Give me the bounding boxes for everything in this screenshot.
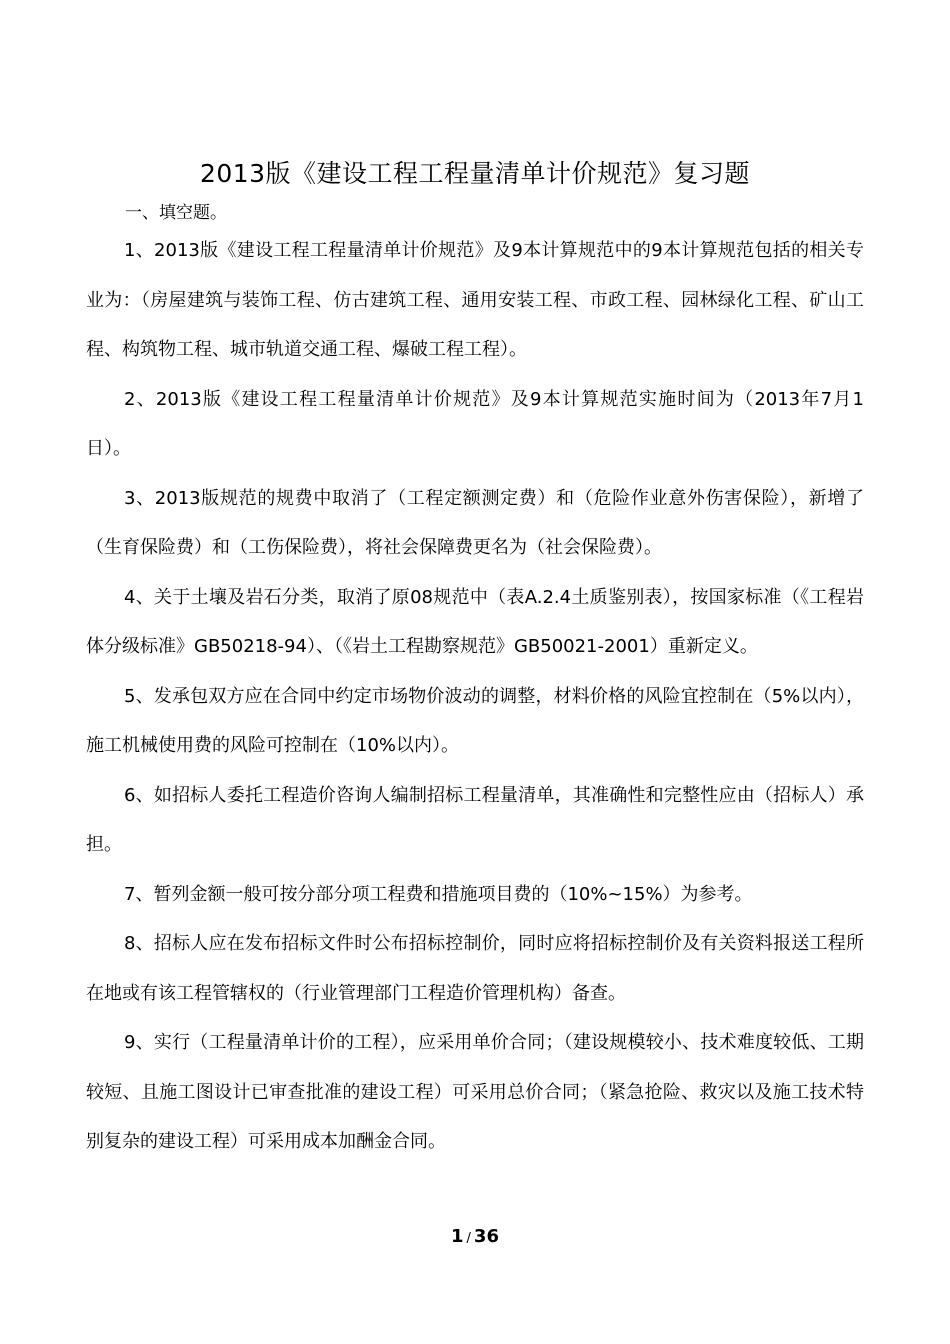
question-paragraph-2: 2、2013版《建设工程工程量清单计价规范》及9本计算规范实施时间为（2013年7月1日）。 xyxy=(86,388,864,459)
question-paragraph-1: 1、2013版《建设工程工程量清单计价规范》及9本计算规范中的9本计算规范包括的相关专业为：（房屋建筑与装饰工程、仿古建筑工程、通用安装工程、市政工程、园林绿化工程、矿山工程、构筑物工程、城市轨道交通工程、爆破工程工程）。 xyxy=(86,240,864,360)
document-body xyxy=(86,226,864,1167)
question-paragraph-4: 4、关于土壤及岩石分类，取消了原08规范中（表A.2.4土质鉴别表），按国家标准（《工程岩体分级标准》GB50218-94）、（《岩土工程勘察规范》GB50021-2001）重新定义。 xyxy=(86,586,864,657)
question-paragraph-7: 7、暂列金额一般可按分部分项工程费和措施项目费的（10%~15%）为参考。 xyxy=(124,883,753,905)
page-number xyxy=(0,1224,950,1252)
question-paragraph-8: 8、招标人应在发布招标文件时公布招标控制价，同时应将招标控制价及有关资料报送工程所在地或有该工程管辖权的（行业管理部门工程造价管理机构）备查。 xyxy=(86,933,864,1004)
page-separator: / xyxy=(466,1231,471,1246)
question-paragraph-5: 5、发承包双方应在合同中约定市场物价波动的调整，材料价格的风险宜控制在（5%以内），施工机械使用费的风险可控制在（10%以内）。 xyxy=(86,685,864,756)
question-paragraph-9: 9、实行（工程量清单计价的工程），应采用单价合同；（建设规模较小、技术难度较低、工期较短、且施工图设计已审查批准的建设工程）可采用总价合同；（紧急抢险、救灾以及施工技术特别复杂的建设工程）可采用成本加酬金合同。 xyxy=(86,1032,864,1152)
document-title: 2013版《建设工程工程量清单计价规范》复习题 xyxy=(199,159,751,188)
question-paragraph-6: 6、如招标人委托工程造价咨询人编制招标工程量清单，其准确性和完整性应由（招标人）承担。 xyxy=(86,784,864,855)
page-total: 36 xyxy=(473,1226,499,1247)
question-paragraph-3: 3、2013版规范的规费中取消了（工程定额测定费）和（危险作业意外伤害保险），新增了（生育保险费）和（工伤保险费），将社会保障费更名为（社会保险费）。 xyxy=(86,487,864,558)
section-heading: 一、填空题。 xyxy=(125,203,227,223)
page-current: 1 xyxy=(451,1226,464,1247)
